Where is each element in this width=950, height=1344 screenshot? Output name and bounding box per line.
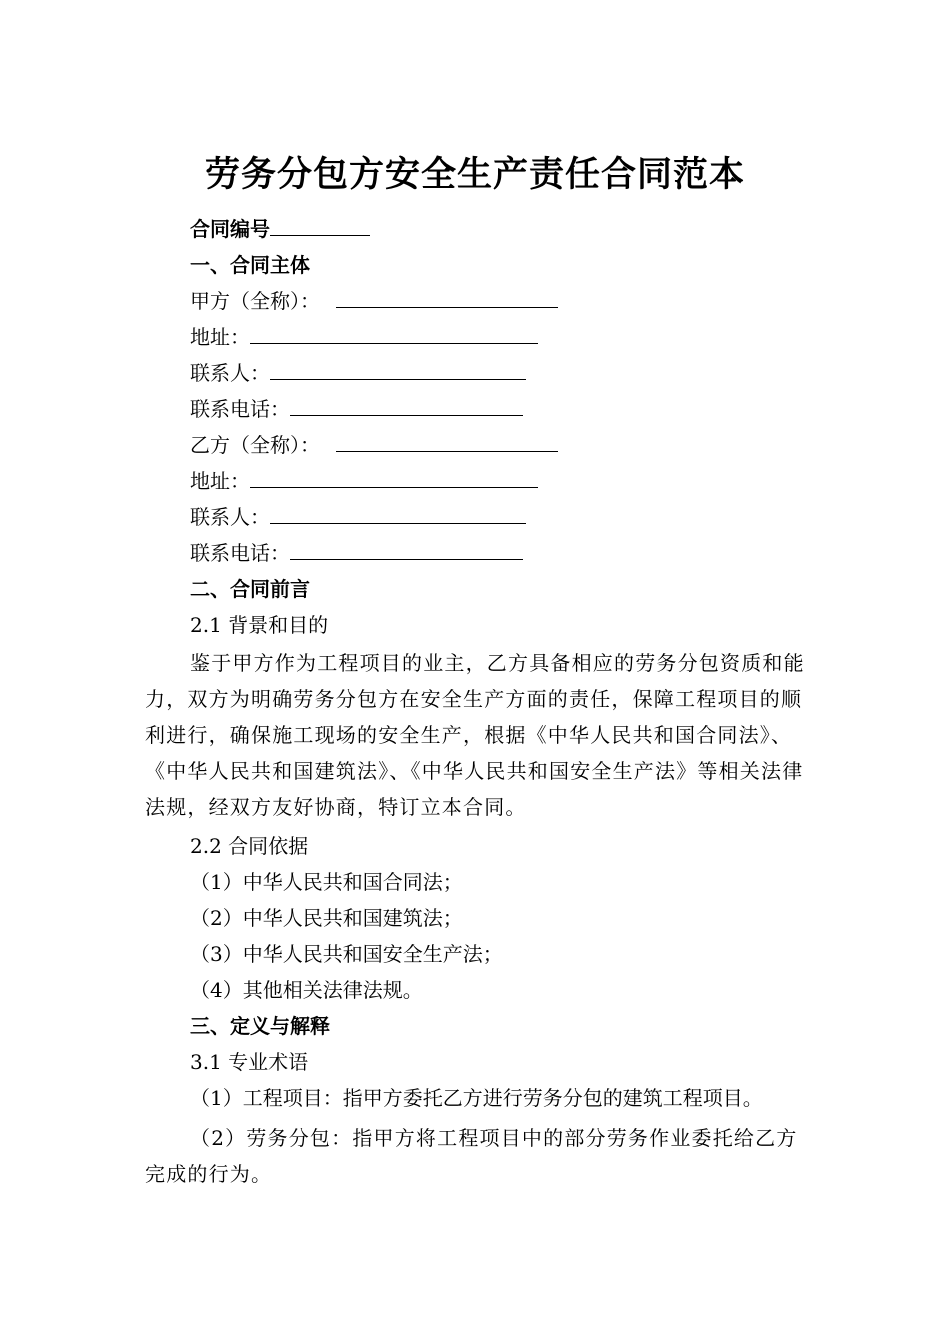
party-b-phone-line bbox=[190, 538, 523, 568]
party-a-name-label: 甲方（全称）： bbox=[190, 289, 320, 313]
basis-item-3: （3）中华人民共和国安全生产法； bbox=[190, 942, 503, 966]
party-b-phone-label: 联系电话： bbox=[190, 541, 290, 565]
basis-item-1: （1）中华人民共和国合同法； bbox=[190, 870, 463, 894]
term-1: （1）工程项目：指甲方委托乙方进行劳务分包的建筑工程项目。 bbox=[190, 1086, 763, 1110]
contract-number-label: 合同编号 bbox=[190, 217, 270, 241]
party-a-contact-label: 联系人： bbox=[190, 361, 270, 385]
party-a-phone-label: 联系电话： bbox=[190, 397, 290, 421]
party-b-contact-line bbox=[190, 502, 526, 532]
party-b-name-line bbox=[190, 430, 558, 460]
section2-heading: 二、合同前言 bbox=[190, 577, 310, 601]
party-b-address-label: 地址： bbox=[190, 469, 250, 493]
party-a-address-blank[interactable] bbox=[250, 323, 538, 344]
party-a-phone-line bbox=[190, 394, 523, 424]
background-paragraph: 鉴于甲方作为工程项目的业主，乙方具备相应的劳务分包资质和能力，双方为明确劳务分包方在安全生产方面的责任，保障工程项目的顺利进行，确保施工现场的安全生产，根据《中华人民共和国合同法》、《中华人民共和国建筑法》、《中华人民共和国安全生产法》等相关法律法规，经双方友好协商，特订立本合同。 bbox=[145, 651, 805, 819]
section3-1-heading: 3.1 专业术语 bbox=[190, 1050, 309, 1074]
party-b-phone-blank[interactable] bbox=[290, 539, 523, 560]
party-b-contact-label: 联系人： bbox=[190, 505, 270, 529]
party-b-name-label: 乙方（全称）： bbox=[190, 433, 320, 457]
contract-number-line bbox=[190, 214, 370, 244]
party-b-contact-blank[interactable] bbox=[270, 503, 526, 524]
section2-2-heading: 2.2 合同依据 bbox=[190, 834, 309, 858]
party-a-phone-blank[interactable] bbox=[290, 395, 523, 416]
basis-item-4: （4）其他相关法律法规。 bbox=[190, 978, 423, 1002]
party-b-address-blank[interactable] bbox=[250, 467, 538, 488]
term-2: （2）劳务分包：指甲方将工程项目中的部分劳务作业委托给乙方完成的行为。 bbox=[145, 1126, 798, 1186]
party-a-address-label: 地址： bbox=[190, 325, 250, 349]
basis-item-2: （2）中华人民共和国建筑法； bbox=[190, 906, 463, 930]
section1-heading: 一、合同主体 bbox=[190, 253, 310, 277]
party-a-contact-blank[interactable] bbox=[270, 359, 526, 380]
party-b-address-line bbox=[190, 466, 538, 496]
party-a-name-line bbox=[190, 286, 558, 316]
party-b-name-blank[interactable] bbox=[336, 431, 558, 452]
section3-heading: 三、定义与解释 bbox=[190, 1014, 330, 1038]
party-a-address-line bbox=[190, 322, 538, 352]
party-a-name-blank[interactable] bbox=[336, 287, 558, 308]
contract-number-blank[interactable] bbox=[270, 215, 370, 236]
section2-1-heading: 2.1 背景和目的 bbox=[190, 613, 329, 637]
party-a-contact-line bbox=[190, 358, 526, 388]
document-title: 劳务分包方安全生产责任合同范本 bbox=[204, 155, 745, 195]
